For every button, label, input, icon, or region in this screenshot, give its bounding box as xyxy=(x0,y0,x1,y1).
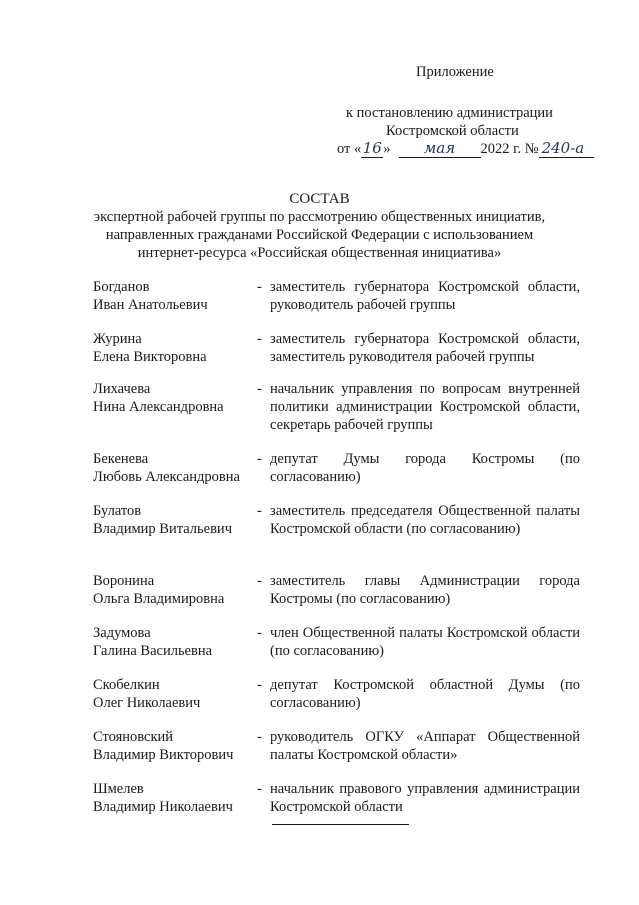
resolution-date-line xyxy=(337,139,594,158)
member-given-names: Иван Анатольевич xyxy=(93,297,208,313)
member-given-names: Владимир Викторович xyxy=(93,747,234,763)
member-surname: Журина xyxy=(93,331,142,347)
closing-rule xyxy=(272,824,409,825)
member-role: руководитель ОГКУ «Аппарат Общественной палаты Костромской области» xyxy=(270,729,580,763)
member-surname: Бекенева xyxy=(93,451,149,467)
date-mid: » xyxy=(383,141,391,157)
member-name xyxy=(93,330,258,366)
member-name xyxy=(93,728,258,764)
member-name xyxy=(93,572,258,608)
member-role: заместитель председателя Общественной палаты Костромской области (по согласованию) xyxy=(270,503,580,537)
member-dash: - xyxy=(257,451,262,467)
member-role: депутат Думы города Костромы (по согласованию) xyxy=(270,451,580,485)
date-year: 2022 г. № xyxy=(480,141,539,157)
member-dash: - xyxy=(257,729,262,745)
member-dash: - xyxy=(257,381,262,397)
member-name xyxy=(93,780,258,816)
document-heading: СОСТАВ xyxy=(289,191,350,207)
document-subtitle-line-1: экспертной рабочей группы по рассмотрению общественных инициатив, xyxy=(93,209,546,225)
member-given-names: Любовь Александровна xyxy=(93,469,240,485)
member-surname: Лихачева xyxy=(93,381,151,397)
member-given-names: Ольга Владимировна xyxy=(93,591,225,607)
member-role: начальник правового управления администрации Костромской области xyxy=(270,781,580,815)
member-surname: Богданов xyxy=(93,279,150,295)
member-given-names: Владимир Николаевич xyxy=(93,799,233,815)
date-month-handwritten: мая xyxy=(399,139,481,158)
member-dash: - xyxy=(257,331,262,347)
member-given-names: Галина Васильевна xyxy=(93,643,213,659)
member-name xyxy=(93,624,258,660)
member-surname: Булатов xyxy=(93,503,142,519)
member-surname: Стояновский xyxy=(93,729,174,745)
member-dash: - xyxy=(257,625,262,641)
member-dash: - xyxy=(257,573,262,589)
member-given-names: Олег Николаевич xyxy=(93,695,201,711)
member-name xyxy=(93,676,258,712)
member-dash: - xyxy=(257,781,262,797)
member-surname: Шмелев xyxy=(93,781,144,797)
resolution-number-handwritten: 240-а xyxy=(539,139,594,158)
document-subtitle-line-2: направленных гражданами Российской Федерации с использованием xyxy=(105,227,534,243)
member-surname: Воронина xyxy=(93,573,155,589)
member-surname: Скобелкин xyxy=(93,677,160,693)
member-dash: - xyxy=(257,503,262,519)
member-role: заместитель губернатора Костромской области, заместитель руководителя рабочей группы xyxy=(270,331,580,365)
member-given-names: Елена Викторовна xyxy=(93,349,207,365)
member-role: депутат Костромской областной Думы (по согласованию) xyxy=(270,677,580,711)
member-name xyxy=(93,502,258,538)
document-subtitle-line-3: интернет-ресурса «Российская общественная инициатива» xyxy=(137,245,502,261)
member-role: заместитель главы Администрации города Костромы (по согласованию) xyxy=(270,573,580,607)
date-prefix: от « xyxy=(337,141,362,157)
member-name xyxy=(93,450,258,486)
resolution-line-2: Костромской области xyxy=(386,123,519,139)
member-dash: - xyxy=(257,677,262,693)
member-dash: - xyxy=(257,279,262,295)
date-day-handwritten: 16 xyxy=(362,139,382,157)
member-role: начальник управления по вопросам внутренней политики администрации Костромской области, секретарь рабочей группы xyxy=(270,381,580,433)
member-role: заместитель губернатора Костромской области, руководитель рабочей группы xyxy=(270,279,580,313)
member-name xyxy=(93,278,258,314)
resolution-line-1: к постановлению администрации xyxy=(346,105,553,121)
member-name xyxy=(93,380,258,416)
appendix-label: Приложение xyxy=(416,64,494,80)
member-role: член Общественной палаты Костромской области (по согласованию) xyxy=(270,625,580,659)
member-given-names: Нина Александровна xyxy=(93,399,224,415)
member-surname: Задумова xyxy=(93,625,151,641)
member-given-names: Владимир Витальевич xyxy=(93,521,232,537)
